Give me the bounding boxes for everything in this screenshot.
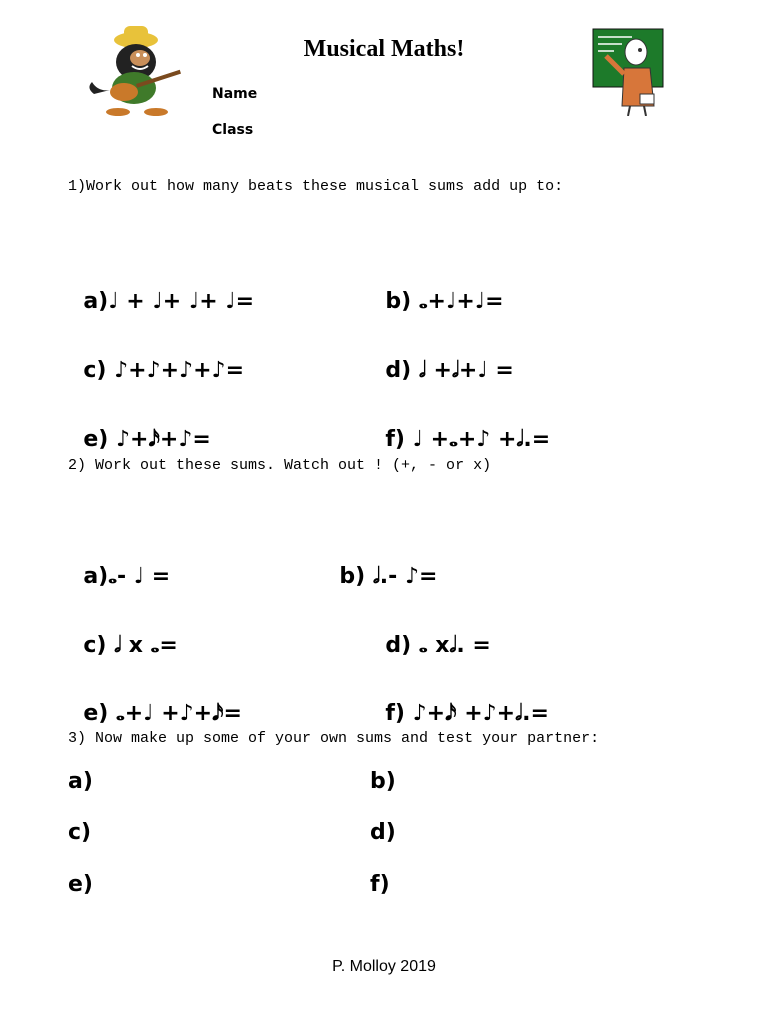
sum-item — [370, 257, 504, 317]
item-label: c) — [83, 358, 107, 383]
note-expression: 𝅗𝅥 x 𝅝= — [114, 633, 178, 658]
note-expression: 𝅗𝅥 +𝅗𝅥+♩ = — [418, 358, 514, 383]
note-expression: 𝅝+♩+♩= — [418, 289, 504, 314]
sum-item — [68, 257, 254, 317]
note-expression: 𝅝 x𝅗𝅥. = — [418, 633, 491, 658]
sum-item — [68, 601, 178, 661]
page-title: Musical Maths! — [303, 36, 465, 62]
item-label: b) — [339, 564, 366, 589]
sum-item — [324, 532, 437, 592]
item-label: d) — [385, 358, 412, 383]
answer-slot: a) — [68, 769, 93, 794]
answer-slot: e) — [68, 872, 93, 897]
note-expression: 𝅝+♩ +♪+𝅘𝅥𝅯= — [115, 701, 242, 726]
section-3-instruction: 3) Now make up some of your own sums and test your partner: — [68, 730, 600, 747]
item-label: e) — [83, 427, 109, 452]
item-label: f) — [385, 701, 405, 726]
sum-item — [370, 326, 514, 386]
item-label: a) — [83, 564, 109, 589]
name-label: Name — [212, 86, 258, 102]
item-label: b) — [385, 289, 412, 314]
item-label: e) — [83, 701, 109, 726]
sum-item — [68, 532, 170, 592]
answer-slot: b) — [370, 769, 396, 794]
item-label: d) — [385, 633, 412, 658]
sum-item — [68, 326, 244, 386]
note-expression: ♩ + ♩+ ♩+ ♩= — [108, 289, 255, 314]
item-label: f) — [385, 427, 405, 452]
note-expression: ♪+♪+♪+♪= — [114, 358, 245, 383]
note-expression: ♪+𝅘𝅥𝅯 +♪+𝅗𝅥.= — [412, 701, 549, 726]
class-label: Class — [212, 122, 254, 138]
sum-item — [68, 395, 211, 455]
sum-item — [370, 395, 550, 455]
item-label: c) — [83, 633, 107, 658]
sum-item — [370, 669, 549, 729]
section-2-instruction: 2) Work out these sums. Watch out ! (+, - or x) — [68, 457, 492, 474]
author-footer: P. Molloy 2019 — [332, 958, 436, 975]
sum-item — [68, 669, 242, 729]
note-expression: ♪+𝅘𝅥𝅯+♪= — [115, 427, 211, 452]
answer-slot: c) — [68, 820, 92, 845]
sum-item — [370, 601, 491, 661]
section-1-instruction: 1)Work out how many beats these musical sums add up to: — [68, 178, 564, 195]
note-expression: 𝅗𝅥.- ♪= — [372, 564, 438, 589]
note-expression: ♩ +𝅝+♪ +𝅗𝅥.= — [412, 427, 551, 452]
answer-slot: f) — [370, 872, 390, 897]
note-expression: 𝅝- ♩ = — [108, 564, 171, 589]
answer-slot: d) — [370, 820, 396, 845]
item-label: a) — [83, 289, 109, 314]
